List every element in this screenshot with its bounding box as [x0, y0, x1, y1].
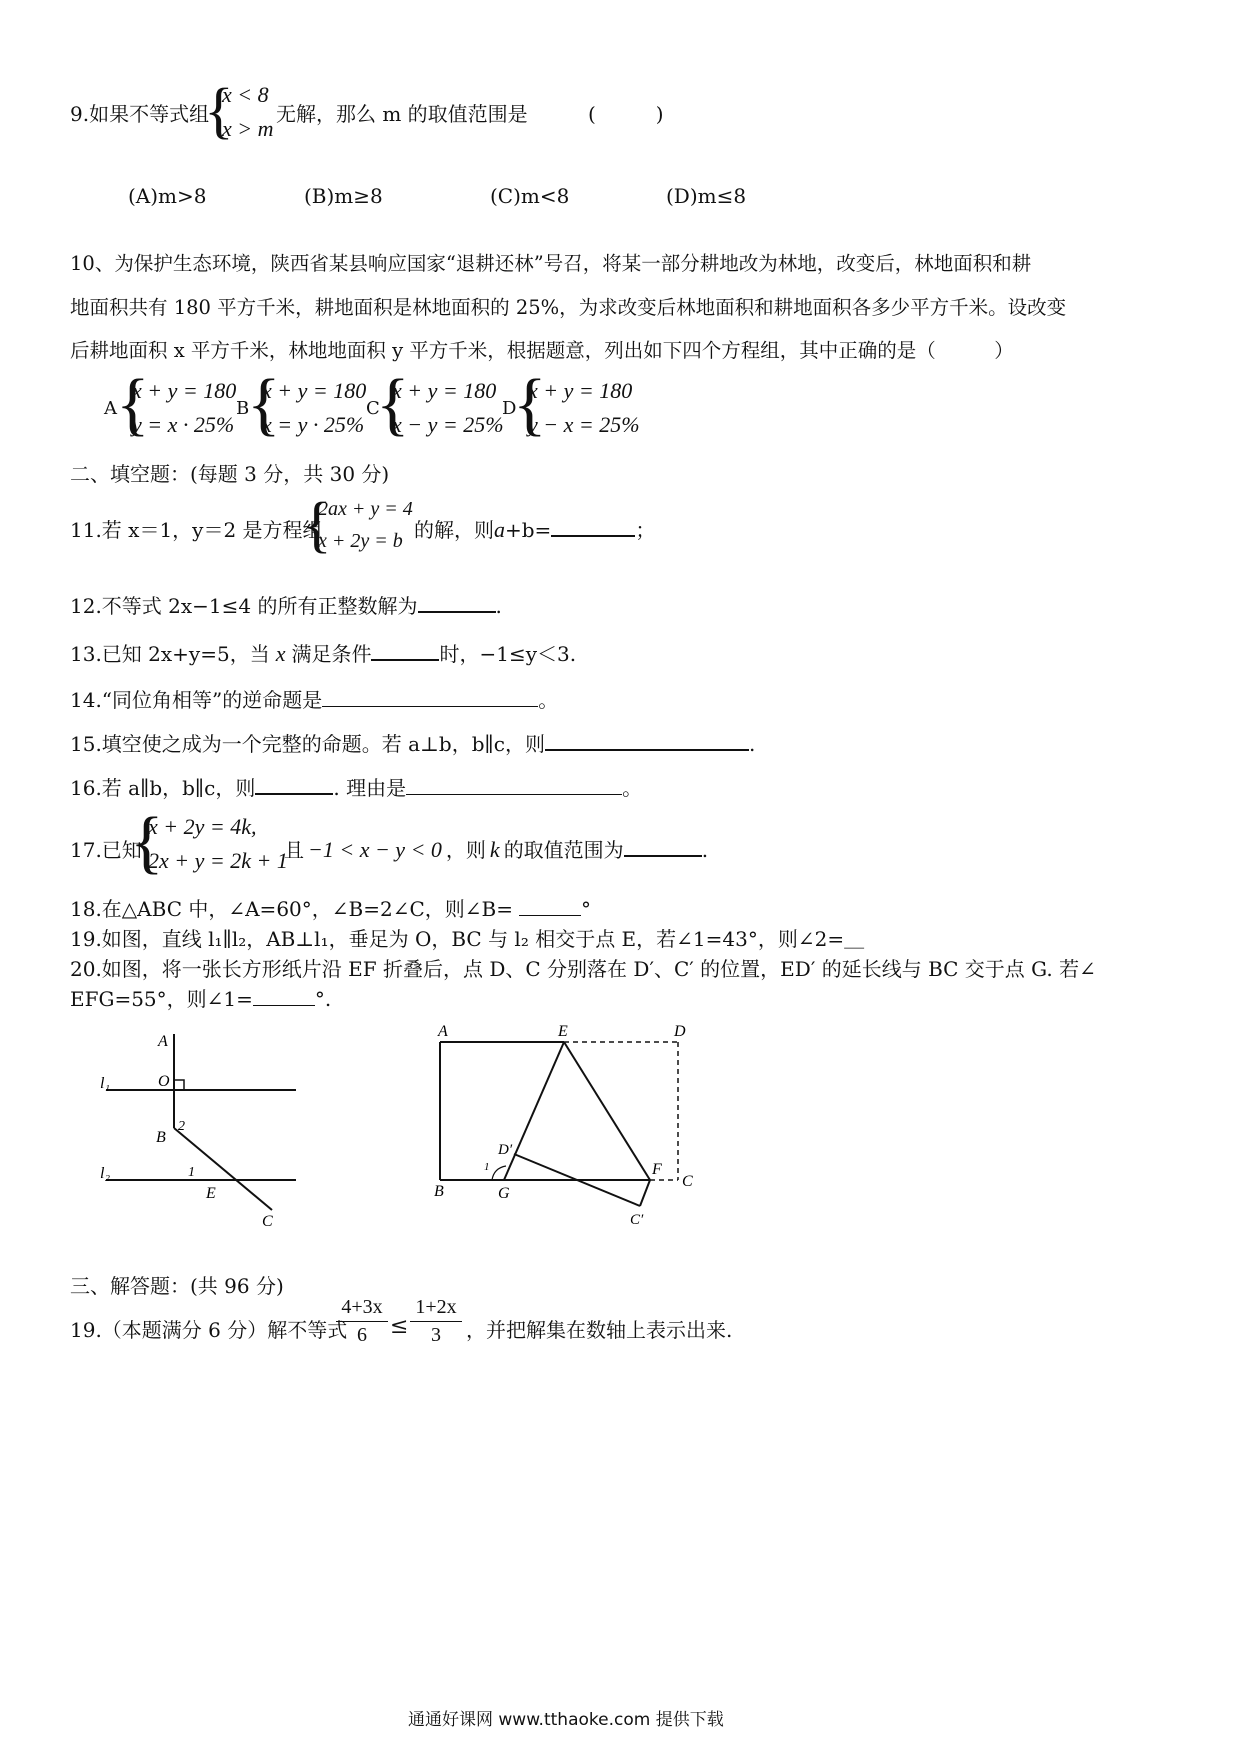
- q11-brace: {: [302, 491, 332, 559]
- section3-heading: 三、解答题：(共 96 分): [70, 1274, 284, 1298]
- q19b-frac2-numerator: 1+2x: [410, 1296, 462, 1322]
- q11-mid: 的解，则: [414, 518, 494, 542]
- q10-choice-a-eq1: x + y = 180: [132, 378, 237, 403]
- q9-option-c: (C)m<8: [490, 184, 570, 208]
- q17-eq2: 2x + y = 2k + 1: [148, 848, 288, 873]
- q17-answer-blank[interactable]: [624, 835, 702, 857]
- fig1-label-a: A: [158, 1033, 168, 1050]
- fig1-label-l2: l₂: [100, 1165, 111, 1182]
- fig2-edge-c1f: [640, 1180, 650, 1206]
- q11-var-a: a: [494, 517, 505, 542]
- q9-brace: {: [204, 77, 234, 145]
- q19b-frac1-denominator: 6: [357, 1324, 367, 1346]
- q11-answer-blank[interactable]: [551, 515, 635, 537]
- q17-mid2: ，则: [445, 838, 486, 862]
- q18-answer-blank[interactable]: [519, 895, 581, 916]
- q14-text: 14.“同位角相等”的逆命题是: [70, 688, 323, 712]
- q20-text: EFG=55°，则∠1=: [70, 987, 253, 1011]
- fig2-label-b: B: [434, 1183, 444, 1200]
- q10-line3: 后耕地面积 x 平方千米，林地地面积 y 平方千米，根据题意，列出如下四个方程组，其中正确的是（ ）: [70, 339, 1014, 362]
- q19b-fraction-2: [410, 1296, 462, 1347]
- q20-line1: 20.如图，将一张长方形纸片沿 EF 折叠后，点 D、C 分别落在 D′、C′ 的位置，ED′ 的延长线与 BC 交于点 G. 若∠: [70, 957, 1096, 981]
- q19b-prefix: 19.（本题满分 6 分）解不等式: [70, 1318, 348, 1342]
- q17-prefix: 17.已知: [70, 838, 142, 862]
- q13-answer-blank[interactable]: [371, 639, 439, 661]
- fig1-label-e: E: [206, 1185, 216, 1202]
- q16-end: 。: [622, 776, 643, 800]
- q15-text: 15.填空使之成为一个完整的命题。若 a⊥b，b∥c，则: [70, 732, 545, 756]
- fig1-label-l1: l₁: [100, 1075, 111, 1092]
- q11-suffix: [414, 514, 655, 543]
- q17-eq1: x + 2y = 4k,: [148, 814, 257, 839]
- q10-choice-b-eq2: x = y · 25%: [262, 412, 365, 437]
- q13-line: [70, 638, 576, 667]
- fig2-label-f: F: [652, 1161, 662, 1178]
- q18-end: °: [580, 897, 591, 921]
- q10-choice-a-eq2: y = x · 25%: [132, 412, 235, 437]
- q9-answer-paren: ( ): [588, 102, 664, 126]
- q11-prefix: 11.若 x＝1，y＝2 是方程组: [70, 518, 323, 542]
- q14-answer-blank[interactable]: [322, 686, 538, 707]
- q9-suffix: 无解，那么 m 的取值范围是: [276, 102, 528, 126]
- q10-choice-d-eq1: x + y = 180: [528, 378, 633, 403]
- q19b-fraction-1: [336, 1296, 388, 1347]
- fig2-label-e: E: [558, 1023, 568, 1040]
- q14-line: [70, 684, 558, 713]
- q9-option-d: (D)m≤8: [666, 184, 747, 208]
- q10-choice-b-letter: B: [236, 398, 250, 419]
- q15-line: [70, 728, 755, 757]
- q9-sys-line2: x > m: [222, 116, 274, 141]
- q19-end: ＿: [844, 927, 865, 951]
- q10-line1: 10、为保护生态环境，陕西省某县响应国家“退耕还林”号召，将某一部分耕地改为林地，改变后，林地面积和耕: [70, 252, 1032, 275]
- fig1-right-angle-mark: [174, 1080, 184, 1090]
- q11-eq1: 2ax + y = 4: [318, 498, 413, 520]
- fig2-fold-ef: [564, 1042, 650, 1180]
- q12-line: [70, 590, 502, 619]
- q11-mid2: +b=: [505, 518, 552, 542]
- q10-choice-d-letter: D: [502, 398, 517, 419]
- fig1-label-angle1: 1: [188, 1165, 195, 1180]
- q9-option-a: (A)m>8: [128, 184, 207, 208]
- q13-var: x: [275, 641, 286, 666]
- q10-choice-d-eq2: y − x = 25%: [528, 412, 640, 437]
- q10-choice-b-brace: {: [247, 366, 281, 443]
- section2-heading: 二、填空题：(每题 3 分，共 30 分): [70, 462, 390, 486]
- q10-choice-d-brace: {: [513, 366, 547, 443]
- q13-text: 13.已知 2x+y=5，当: [70, 642, 270, 666]
- q14-end: 。: [538, 688, 559, 712]
- fig2-label-angle1: 1: [484, 1161, 490, 1173]
- q9-option-b: (B)m≥8: [304, 184, 383, 208]
- q11-eq2: x + 2y = b: [318, 530, 403, 552]
- q10-choice-a-brace: {: [116, 366, 150, 443]
- page-footer: 通通好课网 www.tthaoke.com 提供下载: [408, 1710, 724, 1730]
- q13-end: 时，−1≤y＜3.: [439, 642, 577, 666]
- fig2-label-a: A: [438, 1023, 448, 1040]
- q10-line2: 地面积共有 180 平方千米，耕地面积是林地面积的 25%，为求改变后林地面积和耕地面积各多少平方千米。设改变: [70, 296, 1067, 319]
- q16-line: [70, 772, 642, 801]
- fig2-label-d-prime: D′: [498, 1142, 513, 1158]
- q20-line2: [70, 983, 331, 1012]
- q9-sys-line1: x < 8: [222, 82, 269, 107]
- q17-var-k: k: [489, 837, 500, 862]
- q17-mid3: 的取值范围为: [503, 838, 624, 862]
- q17-condition: −1 < x − y < 0: [308, 837, 442, 862]
- fig2-label-c: C: [682, 1173, 693, 1190]
- fig2-label-d: D: [674, 1023, 686, 1040]
- q9-prefix: 9.如果不等式组: [70, 102, 210, 126]
- q12-answer-blank[interactable]: [418, 591, 496, 613]
- q10-choice-c-eq2: x − y = 25%: [392, 412, 504, 437]
- q10-choice-c-eq1: x + y = 180: [392, 378, 497, 403]
- q10-choice-c-brace: {: [376, 366, 410, 443]
- q17-mid: 且: [284, 838, 304, 862]
- q18-text: 18.在△ABC 中，∠A=60°，∠B=2∠C，则∠B=: [70, 897, 513, 921]
- q20-end: °.: [314, 987, 332, 1011]
- q19b-frac1-numerator: 4+3x: [336, 1296, 388, 1322]
- q16-mid: . 理由是: [333, 776, 407, 800]
- q10-choice-b-eq1: x + y = 180: [262, 378, 367, 403]
- q12-end: .: [495, 594, 502, 618]
- fig1-label-c: C: [262, 1213, 273, 1230]
- q20-answer-blank[interactable]: [253, 985, 315, 1006]
- q10-choice-c-letter: C: [366, 398, 380, 419]
- q19b-relation: ≤: [390, 1314, 409, 1339]
- q15-answer-blank[interactable]: [545, 729, 749, 751]
- figure2-folded-rectangle: [430, 1020, 710, 1230]
- q16-answer-blank-2[interactable]: [406, 774, 622, 795]
- q19b-frac2-denominator: 3: [431, 1324, 441, 1346]
- fig2-label-g: G: [498, 1185, 510, 1202]
- q19-line: [70, 923, 864, 952]
- q19b-suffix: ，并把解集在数轴上表示出来.: [466, 1318, 733, 1342]
- fig1-label-b: B: [156, 1129, 166, 1146]
- fig2-line-eg: [504, 1042, 564, 1180]
- q18-line: [70, 893, 591, 922]
- q13-text2: 满足条件: [291, 642, 372, 666]
- q17-rest: [284, 834, 708, 863]
- q15-end: .: [748, 732, 756, 756]
- q11-end: ；: [635, 518, 656, 542]
- fig1-label-angle2: 2: [178, 1119, 185, 1134]
- q10-choice-a-letter: A: [104, 398, 117, 419]
- q17-brace: {: [130, 804, 164, 881]
- fig2-label-c-prime: C′: [630, 1212, 644, 1228]
- q12-text: 12.不等式 2x−1≤4 的所有正整数解为: [70, 594, 418, 618]
- fig1-label-o: O: [158, 1073, 170, 1090]
- q19-text: 19.如图，直线 l₁∥l₂，AB⊥l₁，垂足为 O，BC 与 l₂ 相交于点 E，若∠1=43°，则∠2=: [70, 927, 845, 951]
- q16-answer-blank-1[interactable]: [255, 773, 333, 795]
- q16-text: 16.若 a∥b，b∥c，则: [70, 776, 256, 800]
- figure1-parallel-lines: [100, 1030, 320, 1230]
- q17-end: .: [701, 838, 709, 862]
